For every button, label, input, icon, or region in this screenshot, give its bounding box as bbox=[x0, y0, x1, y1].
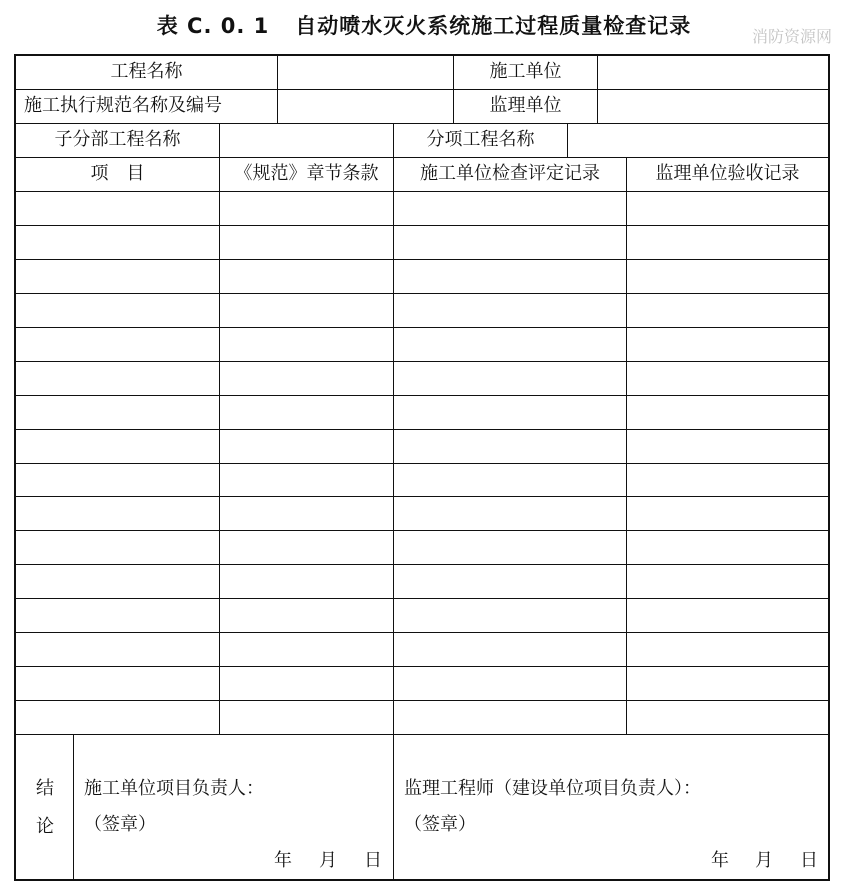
spec-field[interactable] bbox=[278, 90, 453, 123]
table-cell-clause[interactable] bbox=[220, 260, 393, 293]
table-cell-item[interactable] bbox=[16, 565, 219, 598]
supervisor-seal-label: （签章） bbox=[404, 814, 476, 835]
table-cell-supervisor-record[interactable] bbox=[627, 294, 828, 327]
inspection-form bbox=[14, 54, 830, 881]
table-cell-contractor-record[interactable] bbox=[394, 633, 626, 666]
table-cell-clause[interactable] bbox=[220, 531, 393, 564]
column-header-contractor-record: 施工单位检查评定记录 bbox=[420, 163, 600, 184]
table-cell-supervisor-record[interactable] bbox=[627, 226, 828, 259]
table-cell-clause[interactable] bbox=[220, 667, 393, 700]
table-cell-contractor-record[interactable] bbox=[394, 260, 626, 293]
table-cell-item[interactable] bbox=[16, 226, 219, 259]
table-cell-clause[interactable] bbox=[220, 701, 393, 734]
watermark: 消防资源网 bbox=[751, 27, 832, 46]
table-cell-clause[interactable] bbox=[220, 633, 393, 666]
project-name-label: 工程名称 bbox=[110, 61, 183, 82]
supervisor-signer-label: 监理工程师（建设单位项目负责人）： bbox=[404, 778, 701, 799]
form-title bbox=[0, 10, 848, 40]
table-cell-contractor-record[interactable] bbox=[394, 497, 626, 530]
table-cell-contractor-record[interactable] bbox=[394, 430, 626, 463]
table-cell-clause[interactable] bbox=[220, 396, 393, 429]
contractor-date-year: 年 bbox=[274, 850, 292, 871]
table-cell-item[interactable] bbox=[16, 362, 219, 395]
contractor-seal-label: （签章） bbox=[84, 814, 156, 835]
table-cell-item[interactable] bbox=[16, 633, 219, 666]
table-cell-item[interactable] bbox=[16, 294, 219, 327]
table-cell-supervisor-record[interactable] bbox=[627, 667, 828, 700]
table-cell-contractor-record[interactable] bbox=[394, 294, 626, 327]
table-cell-supervisor-record[interactable] bbox=[627, 497, 828, 530]
contractor-date-month: 月 bbox=[319, 850, 337, 871]
table-cell-contractor-record[interactable] bbox=[394, 396, 626, 429]
project-name-field[interactable] bbox=[278, 56, 453, 89]
supervisor-date-day: 日 bbox=[800, 850, 818, 871]
table-cell-supervisor-record[interactable] bbox=[627, 633, 828, 666]
table-cell-supervisor-record[interactable] bbox=[627, 464, 828, 497]
table-cell-contractor-record[interactable] bbox=[394, 667, 626, 700]
construction-unit-label: 施工单位 bbox=[489, 61, 562, 82]
table-cell-contractor-record[interactable] bbox=[394, 362, 626, 395]
supervision-unit-label: 监理单位 bbox=[489, 95, 562, 116]
supervisor-date-month: 月 bbox=[755, 850, 773, 871]
table-cell-item[interactable] bbox=[16, 497, 219, 530]
table-cell-contractor-record[interactable] bbox=[394, 565, 626, 598]
table-cell-contractor-record[interactable] bbox=[394, 531, 626, 564]
table-cell-contractor-record[interactable] bbox=[394, 464, 626, 497]
table-cell-contractor-record[interactable] bbox=[394, 701, 626, 734]
table-cell-supervisor-record[interactable] bbox=[627, 260, 828, 293]
table-cell-item[interactable] bbox=[16, 430, 219, 463]
table-cell-supervisor-record[interactable] bbox=[627, 565, 828, 598]
table-cell-clause[interactable] bbox=[220, 464, 393, 497]
form-title-code: 表 C. 0. 1 bbox=[156, 14, 270, 38]
table-cell-supervisor-record[interactable] bbox=[627, 701, 828, 734]
sub-project-label: 子分部工程名称 bbox=[54, 129, 181, 150]
form-title-text: 自动喷水灭火系统施工过程质量检查记录 bbox=[295, 14, 692, 38]
table-cell-contractor-record[interactable] bbox=[394, 192, 626, 225]
table-cell-clause[interactable] bbox=[220, 497, 393, 530]
supervisor-date-year: 年 bbox=[711, 850, 729, 871]
table-cell-supervisor-record[interactable] bbox=[627, 430, 828, 463]
supervision-unit-field[interactable] bbox=[598, 90, 828, 123]
table-cell-supervisor-record[interactable] bbox=[627, 192, 828, 225]
table-cell-clause[interactable] bbox=[220, 294, 393, 327]
table-cell-contractor-record[interactable] bbox=[394, 599, 626, 632]
item-project-label: 分项工程名称 bbox=[426, 129, 535, 150]
construction-unit-field[interactable] bbox=[598, 56, 828, 89]
column-header-clause: 《规范》章节条款 bbox=[234, 163, 379, 184]
table-cell-clause[interactable] bbox=[220, 599, 393, 632]
spec-label: 施工执行规范名称及编号 bbox=[24, 95, 222, 116]
table-cell-supervisor-record[interactable] bbox=[627, 396, 828, 429]
table-cell-supervisor-record[interactable] bbox=[627, 328, 828, 361]
table-cell-clause[interactable] bbox=[220, 362, 393, 395]
contractor-date-day: 日 bbox=[364, 850, 382, 871]
table-cell-item[interactable] bbox=[16, 192, 219, 225]
table-cell-clause[interactable] bbox=[220, 192, 393, 225]
table-cell-clause[interactable] bbox=[220, 430, 393, 463]
column-header-item: 项 目 bbox=[90, 163, 145, 184]
table-cell-supervisor-record[interactable] bbox=[627, 599, 828, 632]
column-header-supervisor-record: 监理单位验收记录 bbox=[655, 163, 800, 184]
table-cell-item[interactable] bbox=[16, 328, 219, 361]
contractor-signer-label: 施工单位项目负责人： bbox=[84, 778, 264, 799]
table-cell-item[interactable] bbox=[16, 260, 219, 293]
table-cell-item[interactable] bbox=[16, 701, 219, 734]
table-cell-clause[interactable] bbox=[220, 328, 393, 361]
table-cell-item[interactable] bbox=[16, 531, 219, 564]
table-cell-item[interactable] bbox=[16, 396, 219, 429]
table-cell-contractor-record[interactable] bbox=[394, 328, 626, 361]
table-cell-clause[interactable] bbox=[220, 226, 393, 259]
table-cell-supervisor-record[interactable] bbox=[627, 531, 828, 564]
table-cell-item[interactable] bbox=[16, 667, 219, 700]
table-cell-contractor-record[interactable] bbox=[394, 226, 626, 259]
item-project-field[interactable] bbox=[568, 124, 828, 157]
conclusion-label-bottom: 论 bbox=[36, 816, 54, 837]
table-cell-supervisor-record[interactable] bbox=[627, 362, 828, 395]
conclusion-label-top: 结 bbox=[36, 778, 54, 799]
sub-project-field[interactable] bbox=[220, 124, 393, 157]
table-cell-clause[interactable] bbox=[220, 565, 393, 598]
table-cell-item[interactable] bbox=[16, 464, 219, 497]
table-cell-item[interactable] bbox=[16, 599, 219, 632]
